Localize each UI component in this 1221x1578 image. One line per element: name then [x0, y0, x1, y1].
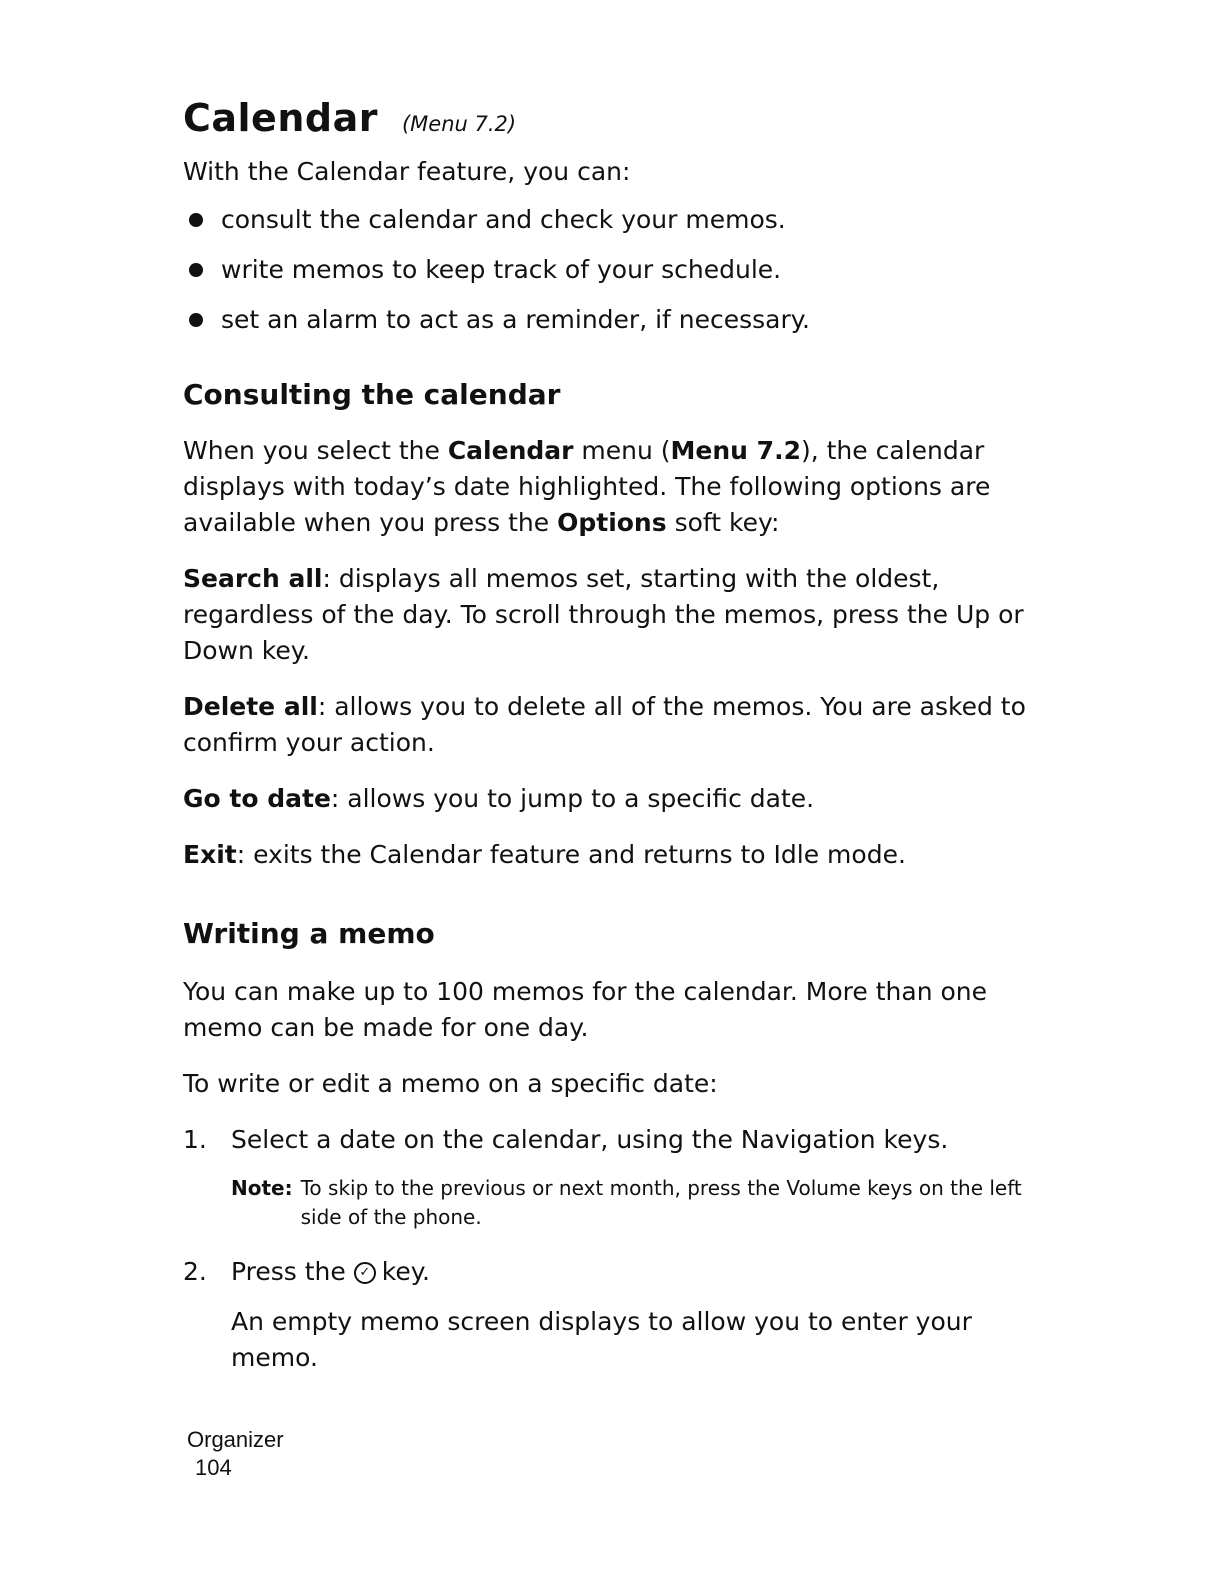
- writing-paragraph: You can make up to 100 memos for the calendar. More than one memo can be made for one day.: [183, 977, 988, 1042]
- note: [231, 1174, 1043, 1232]
- list-item: [183, 302, 1043, 338]
- step-description: An empty memo screen displays to allow you to enter your memo.: [231, 1307, 972, 1372]
- note-label: Note:: [231, 1176, 293, 1200]
- step-item: [183, 1254, 1043, 1376]
- step-text: Select a date on the calendar, using the Navigation keys.: [231, 1125, 949, 1154]
- list-item-text: consult the calendar and check your memos.: [221, 205, 786, 234]
- section-heading-writing: Writing a memo: [183, 917, 435, 950]
- option-exit: [183, 837, 1043, 873]
- document-page: [183, 96, 1043, 1376]
- note-text: To skip to the previous or next month, press the Volume keys on the left side of the phone.: [300, 1176, 1022, 1229]
- footer-section: Organizer: [187, 1427, 284, 1452]
- page-number: 104: [195, 1455, 232, 1480]
- menu-reference: (Menu 7.2): [401, 112, 517, 136]
- option-term: Exit: [183, 840, 237, 869]
- bullet-icon: [189, 263, 203, 277]
- option-delete-all: [183, 689, 1043, 761]
- list-item-text: write memos to keep track of your schedule.: [221, 255, 782, 284]
- option-term: Search all: [183, 564, 323, 593]
- feature-list: [183, 202, 1043, 338]
- writing-instruction: To write or edit a memo on a specific date:: [183, 1069, 718, 1098]
- option-desc: : allows you to jump to a specific date.: [330, 784, 815, 813]
- intro-text: With the Calendar feature, you can:: [183, 157, 631, 186]
- option-search-all: [183, 561, 1043, 669]
- option-go-to-date: [183, 781, 1043, 817]
- list-item-text: set an alarm to act as a reminder, if necessary.: [221, 305, 810, 334]
- bullet-icon: [189, 213, 203, 227]
- option-desc: : displays all memos set, starting with the oldest, regardless of the day. To scroll through the memos, press the Up or Down key.: [183, 564, 1024, 665]
- list-item: [183, 202, 1043, 238]
- ok-key-icon: ✓: [354, 1262, 376, 1284]
- bullet-icon: [189, 313, 203, 327]
- step-number: 2.: [183, 1257, 207, 1286]
- step-item: [183, 1122, 1043, 1232]
- step-number: 1.: [183, 1125, 207, 1154]
- section-heading-consulting: Consulting the calendar: [183, 378, 561, 411]
- list-item: [183, 252, 1043, 288]
- option-desc: : allows you to delete all of the memos. You are asked to confirm your action.: [183, 692, 1026, 757]
- option-desc: : exits the Calendar feature and returns to Idle mode.: [236, 840, 906, 869]
- option-term: Go to date: [183, 784, 331, 813]
- consulting-paragraph: When you select the Calendar menu (Menu 7.2), the calendar displays with today’s date highlighted. The following options are available when you press the Options soft key:: [183, 436, 991, 537]
- step-list: [183, 1122, 1043, 1376]
- page-footer: [187, 1426, 284, 1482]
- page-title-row: [183, 96, 1043, 140]
- step-text: Press the ✓ key.: [231, 1257, 430, 1286]
- option-term: Delete all: [183, 692, 318, 721]
- page-title: Calendar: [183, 96, 378, 140]
